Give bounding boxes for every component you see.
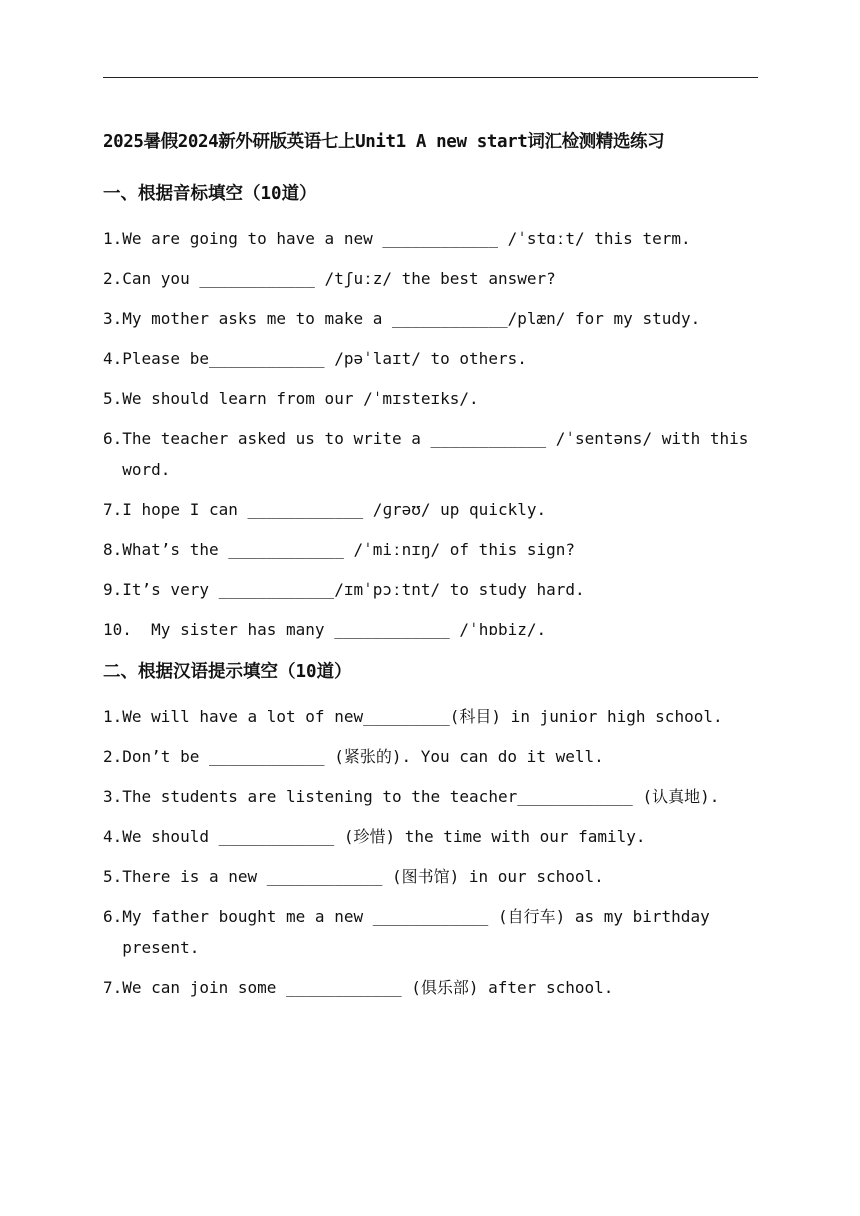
exercise-item	[103, 223, 758, 254]
section-phonetic	[103, 180, 758, 645]
item-number: 7.	[103, 500, 123, 519]
item-number: 7.	[103, 978, 123, 997]
item-number: 2.	[103, 269, 123, 288]
item-text: The teacher asked us to write a ____________ /ˈsentəns/ with this word.	[122, 429, 749, 479]
item-number: 4.	[103, 827, 123, 846]
item-number: 5.	[103, 389, 123, 408]
document-title: 2025暑假2024新外研版英语七上Unit1 A new start词汇检测精选练习	[103, 132, 665, 152]
exercise-item	[103, 494, 758, 525]
exercise-item	[103, 263, 758, 294]
item-text: We are going to have a new ____________ /ˈstɑːt/ this term.	[122, 229, 691, 248]
exercise-item	[103, 901, 758, 963]
item-number: 3.	[103, 787, 123, 806]
exercise-item	[103, 303, 758, 334]
item-text: I hope I can ____________ /ɡrəʊ/ up quickly.	[122, 500, 547, 519]
item-text: We can join some ____________ (俱乐部) after school.	[122, 978, 614, 997]
exercise-item	[103, 741, 758, 772]
item-text: Please be____________ /pəˈlaɪt/ to others.	[122, 349, 527, 368]
item-number: 6.	[103, 429, 123, 448]
item-text: My father bought me a new ____________ (自行车) as my birthday present.	[122, 907, 710, 957]
exercise-item	[103, 423, 758, 485]
item-number: 1.	[103, 229, 123, 248]
item-number: 5.	[103, 867, 123, 886]
exercise-item	[103, 861, 758, 892]
header-rule	[103, 77, 758, 78]
item-text: We will have a lot of new_________(科目) in junior high school.	[122, 707, 723, 726]
exercise-item	[103, 972, 758, 1003]
item-text: The students are listening to the teacher____________ (认真地).	[122, 787, 720, 806]
item-number: 2.	[103, 747, 123, 766]
item-number: 1.	[103, 707, 123, 726]
item-number: 4.	[103, 349, 123, 368]
exercise-item	[103, 534, 758, 565]
worksheet	[103, 128, 758, 1012]
exercise-item	[103, 781, 758, 812]
section-heading: 一、根据音标填空（10道）	[103, 184, 317, 204]
item-number: 3.	[103, 309, 123, 328]
item-text: My mother asks me to make a ____________/plæn/ for my study.	[122, 309, 701, 328]
item-text: We should ____________ (珍惜) the time with our family.	[122, 827, 646, 846]
item-text: What’s the ____________ /ˈmiːnɪŋ/ of this sign?	[122, 540, 576, 559]
exercise-item	[103, 343, 758, 374]
exercise-item	[103, 701, 758, 732]
exercise-item	[103, 614, 758, 645]
section-heading: 二、根据汉语提示填空（10道）	[103, 662, 352, 682]
item-text: Don’t be ____________ (紧张的). You can do it well.	[122, 747, 604, 766]
item-text: It’s very ____________/ɪmˈpɔːtnt/ to study hard.	[122, 580, 585, 599]
item-text: My sister has many ____________ /ˈhɒbiz/.	[151, 620, 547, 639]
item-number: 8.	[103, 540, 123, 559]
exercise-item	[103, 574, 758, 605]
exercise-item	[103, 383, 758, 414]
item-number: 6.	[103, 907, 123, 926]
item-number: 9.	[103, 580, 123, 599]
item-number: 10.	[103, 620, 152, 639]
item-text: We should learn from our /ˈmɪsteɪks/.	[122, 389, 479, 408]
section-chinese-hint	[103, 658, 758, 1003]
item-text: There is a new ____________ (图书馆) in our school.	[122, 867, 604, 886]
item-text: Can you ____________ /tʃuːz/ the best answer?	[122, 269, 556, 288]
exercise-item	[103, 821, 758, 852]
